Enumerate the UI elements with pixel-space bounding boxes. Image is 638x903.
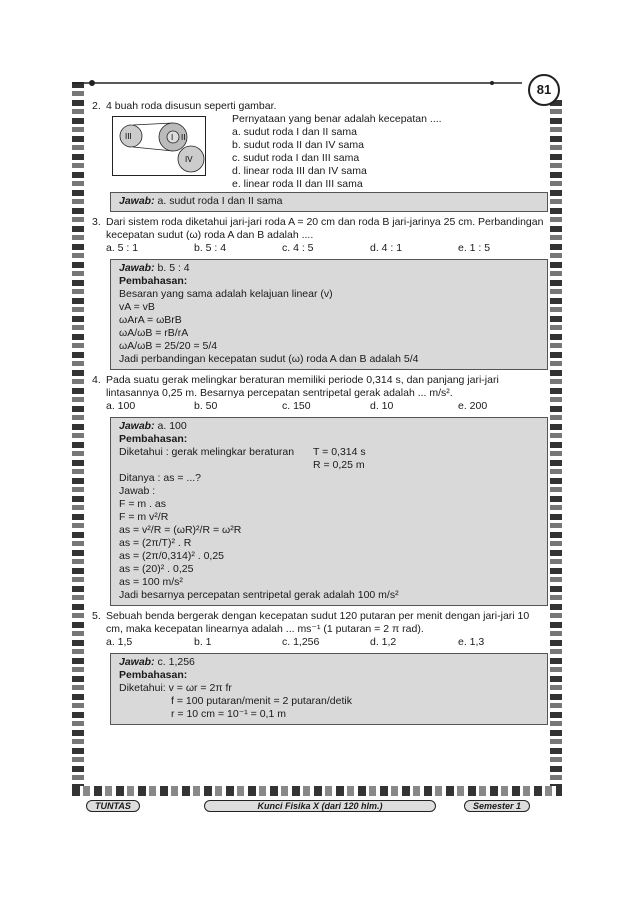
wheels-figure <box>112 116 206 176</box>
page-number: 81 <box>528 74 560 106</box>
solution-line: ωArA = ωBrB <box>119 314 182 326</box>
option-a: a. sudut roda I dan II sama <box>232 126 357 138</box>
right-border-decoration <box>550 100 562 794</box>
question-number: 2. <box>92 100 101 112</box>
option-c: c. 1,256 <box>282 636 320 648</box>
option-e: e. linear roda II dan III sama <box>232 178 363 190</box>
diketahui-text: Diketahui : gerak melingkar beraturan <box>119 446 295 458</box>
question-3 <box>92 216 548 255</box>
solution-line: as = 100 m/s² <box>119 576 183 588</box>
option-e: e. 200 <box>458 400 488 412</box>
option-c: c. 150 <box>282 400 311 412</box>
footer-tuntas: TUNTAS <box>86 800 140 812</box>
answer-box-5 <box>110 653 548 725</box>
question-stem: 4 buah roda disusun seperti gambar. <box>106 100 277 112</box>
question-stem: Sebuah benda bergerak dengan kecepatan sudut 120 putaran per menit dengan jari-jari 10 cm, maka kecepatan linearnya adalah ... ms⁻¹ (1 putaran = 2 π rad). <box>106 610 530 635</box>
solution-line: F = m v²/R <box>119 511 169 523</box>
jawab-label: Jawab: <box>119 262 155 274</box>
footer-semester: Semester 1 <box>464 800 530 812</box>
pembahasan-label: Pembahasan: <box>119 275 188 287</box>
question-number: 5. <box>92 610 101 622</box>
answer-text: a. 100 <box>157 420 187 432</box>
question-number: 4. <box>92 374 101 386</box>
question-2 <box>92 100 548 188</box>
bottom-border-decoration <box>72 786 562 796</box>
solution-line: as = v²/R = (ωR)²/R = ω²R <box>119 524 242 536</box>
given-radius: R = 0,25 m <box>313 459 365 471</box>
question-stem: Dari sistem roda diketahui jari-jari roda A = 20 cm dan roda B jari-jarinya 25 cm. Perbandingan kecepatan sudut (ω) roda A dan B adalah .... <box>106 216 544 241</box>
given-period: T = 0,314 s <box>313 446 366 458</box>
question-3-options <box>106 242 548 255</box>
option-b: b. sudut roda II dan IV sama <box>232 139 364 151</box>
given-row <box>119 446 539 459</box>
left-border-decoration <box>72 82 84 794</box>
page-footer <box>86 800 556 814</box>
option-b: b. 5 : 4 <box>194 242 227 254</box>
question-4-options <box>106 400 548 413</box>
option-b: b. 50 <box>194 400 218 412</box>
question-number: 3. <box>92 216 101 228</box>
solution-line: Jawab : <box>119 485 156 497</box>
answer-box-2 <box>110 192 548 212</box>
question-5 <box>92 610 548 649</box>
option-e: e. 1,3 <box>458 636 485 648</box>
solution-line: F = m . as <box>119 498 166 510</box>
solution-line: vA = vB <box>119 301 155 313</box>
solution-line: Ditanya : as = ...? <box>119 472 202 484</box>
jawab-label: Jawab: <box>119 195 155 207</box>
answer-box-4 <box>110 417 548 606</box>
option-d: d. 10 <box>370 400 394 412</box>
question-4 <box>92 374 548 413</box>
conclusion-text: Jadi perbandingan kecepatan sudut (ω) roda A dan B adalah <box>119 353 401 365</box>
solution-line: ωA/ωB = rB/rA <box>119 327 189 339</box>
solution-line: as = (2π/T)² . R <box>119 537 192 549</box>
solution-line: f = 100 putaran/menit = 2 putaran/detik <box>171 695 352 707</box>
pembahasan-label: Pembahasan: <box>119 433 188 445</box>
fig-label-iii: III <box>125 132 132 141</box>
answer-text: a. sudut roda I dan II sama <box>157 195 283 207</box>
question-2-options <box>232 113 548 191</box>
option-c: c. sudut roda I dan III sama <box>232 152 360 164</box>
option-c: c. 4 : 5 <box>282 242 314 254</box>
solution-line: Besaran yang sama adalah kelajuan linear (v) <box>119 288 333 300</box>
fig-label-iv: IV <box>185 155 193 164</box>
solution-conclusion: Jadi besarnya percepatan sentripetal gerak adalah 100 m/s² <box>119 589 399 601</box>
jawab-label: Jawab: <box>119 420 155 432</box>
option-a: a. 100 <box>106 400 136 412</box>
question-5-options <box>106 636 548 649</box>
answer-text: c. 1,256 <box>157 656 195 668</box>
fig-label-ii: II <box>181 133 186 142</box>
option-e: e. 1 : 5 <box>458 242 491 254</box>
answer-box-3 <box>110 259 548 370</box>
conclusion-value: 5/4 <box>403 353 419 365</box>
answer-text: b. 5 : 4 <box>157 262 190 274</box>
solution-line: as = (2π/0,314)² . 0,25 <box>119 550 225 562</box>
jawab-label: Jawab: <box>119 656 155 668</box>
option-b: b. 1 <box>194 636 212 648</box>
option-d: d. 4 : 1 <box>370 242 403 254</box>
option-d: d. 1,2 <box>370 636 397 648</box>
solution-line: Diketahui: v = ωr = 2π fr <box>119 682 232 694</box>
option-a: a. 5 : 1 <box>106 242 139 254</box>
solution-line: as = (20)² . 0,25 <box>119 563 194 575</box>
option-a: a. 1,5 <box>106 636 133 648</box>
solution-line: ωA/ωB = 25/20 = 5/4 <box>119 340 218 352</box>
solution-conclusion <box>119 353 539 366</box>
top-border-line <box>72 78 558 88</box>
fig-label-i: I <box>171 133 174 142</box>
pembahasan-label: Pembahasan: <box>119 669 188 681</box>
question-stem: Pada suatu gerak melingkar beraturan memiliki periode 0,314 s, dan panjang jari-jari lintasannya 0,25 m. Besarnya percepatan sentripetal gerak adalah ... m/s². <box>106 374 499 399</box>
solution-line: r = 10 cm = 10⁻¹ = 0,1 m <box>171 708 286 720</box>
option-d: d. linear roda III dan IV sama <box>232 165 367 177</box>
content-area <box>92 100 548 729</box>
footer-book-title: Kunci Fisika X (dari 120 hlm.) <box>204 800 436 812</box>
question-prompt: Pernyataan yang benar adalah kecepatan .... <box>232 113 442 125</box>
